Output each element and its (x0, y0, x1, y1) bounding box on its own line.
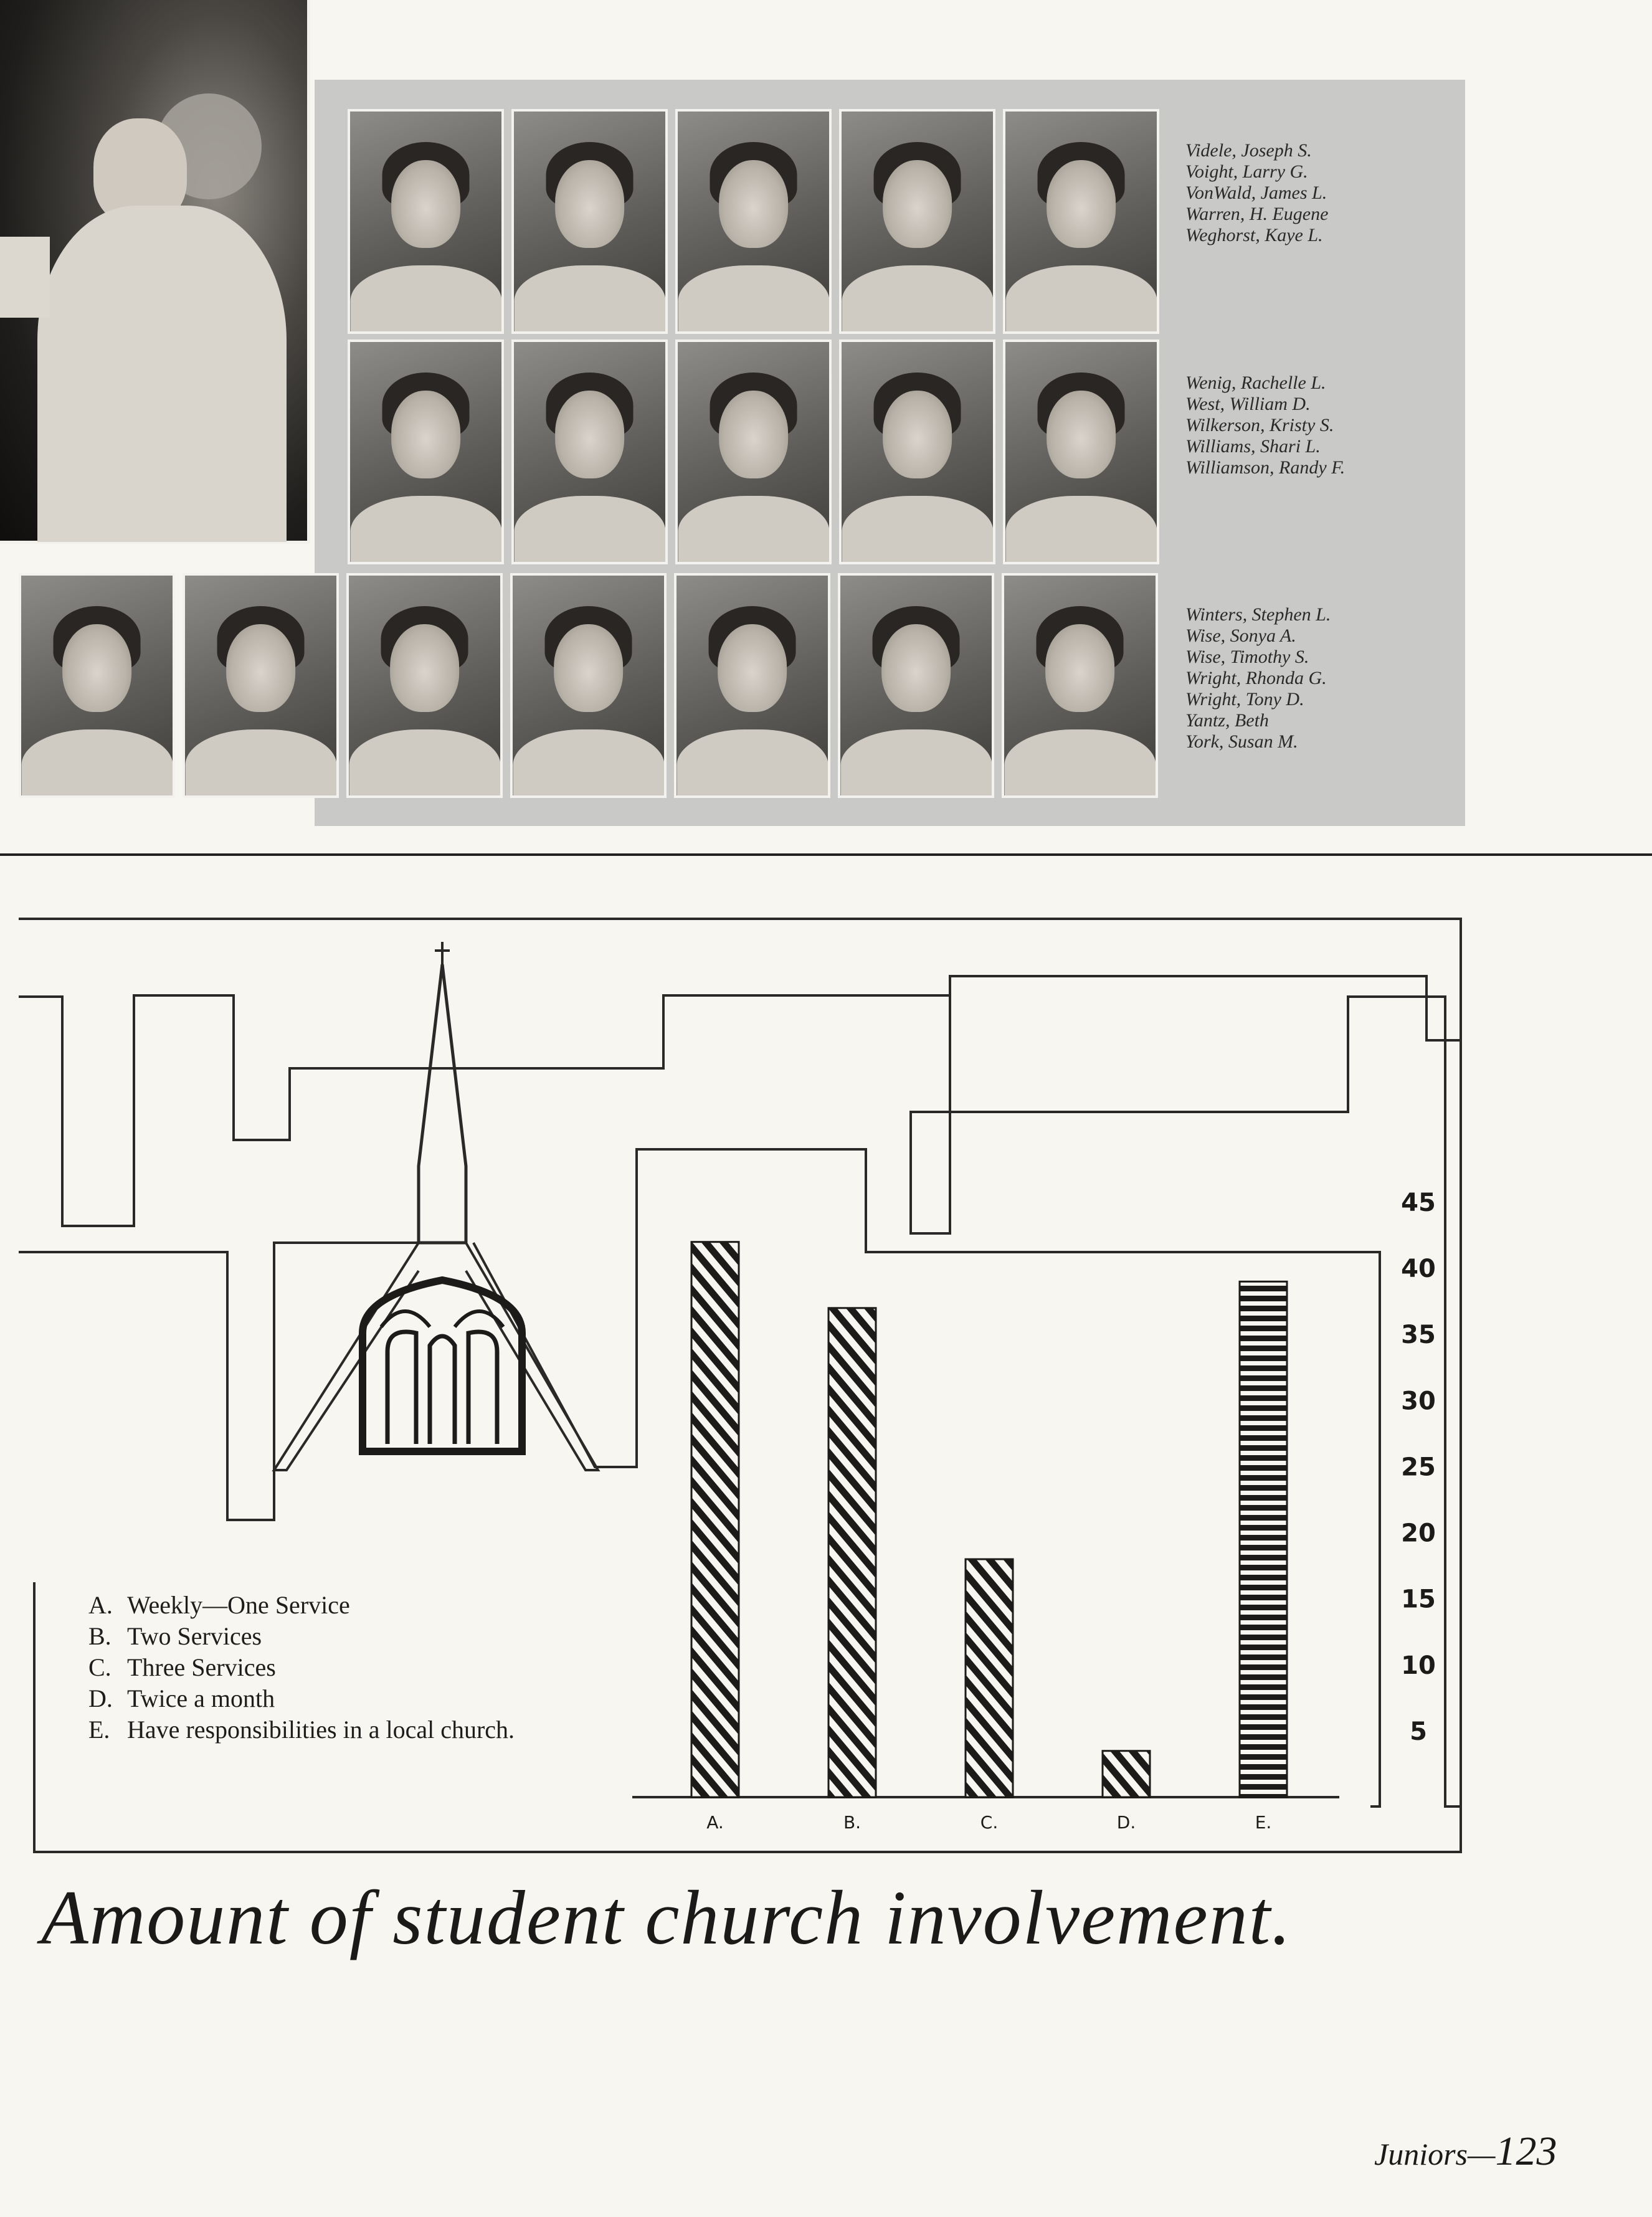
legend-item-e (88, 1714, 515, 1745)
legend-text: Have responsibilities in a local church. (127, 1716, 515, 1744)
church-icon (274, 942, 598, 1470)
y-tick-label: 10 (1401, 1651, 1436, 1680)
name-entry: VonWald, James L. (1185, 183, 1327, 203)
legend-item-a (88, 1590, 515, 1621)
portrait-wright-rhonda (510, 573, 667, 798)
legend-key: D. (88, 1684, 113, 1712)
x-tick-label: A. (706, 1812, 724, 1833)
page-number: 123 (1495, 2129, 1557, 2174)
legend-key: A. (88, 1591, 113, 1619)
legend-key: C. (88, 1653, 112, 1681)
section-divider (0, 853, 1652, 856)
y-tick-label: 20 (1401, 1519, 1436, 1548)
portrait-williams-shari (839, 339, 995, 564)
portrait-vonwald-james (675, 109, 832, 334)
y-tick-label: 15 (1401, 1585, 1436, 1614)
legend-item-d (88, 1683, 515, 1714)
skyline-back (19, 976, 1461, 1226)
portrait-warren-h-eugene (839, 109, 995, 334)
portrait-wilkerson-kristy (675, 339, 832, 564)
footer-section-label: Juniors— (1374, 2137, 1496, 2172)
name-entry: Wise, Sonya A. (1185, 625, 1296, 646)
y-tick-label: 40 (1401, 1255, 1436, 1284)
name-entry: Wilkerson, Kristy S. (1185, 415, 1334, 435)
legend-item-b (88, 1621, 515, 1652)
legend-text: Three Services (127, 1653, 276, 1681)
name-entry: Wenig, Rachelle L. (1185, 373, 1326, 393)
portrait-wise-sonya (183, 573, 339, 798)
bar-e (1240, 1281, 1287, 1797)
portrait-videle-joseph (348, 109, 504, 334)
name-entry: Williamson, Randy F. (1185, 457, 1346, 478)
legend-text: Two Services (127, 1622, 262, 1650)
portrait-yantz-beth (838, 573, 994, 798)
name-entry: Williams, Shari L. (1185, 436, 1321, 457)
portrait-williamson-randy (1003, 339, 1159, 564)
bars-group (691, 1242, 1287, 1797)
y-tick-label: 45 (1401, 1189, 1436, 1217)
name-entry: York, Susan M. (1185, 731, 1298, 752)
x-tick-label: C. (980, 1812, 999, 1833)
portrait-wenig-rachelle (348, 339, 504, 564)
name-entry: Wise, Timothy S. (1185, 647, 1309, 667)
bar-c (966, 1559, 1013, 1797)
legend-text: Weekly—One Service (127, 1591, 350, 1619)
name-entry: Winters, Stephen L. (1185, 604, 1331, 625)
legend-key: B. (88, 1622, 112, 1650)
portrait-west-william (511, 339, 668, 564)
candid-photo-student-reading (0, 0, 310, 544)
y-axis-labels (1401, 1189, 1436, 1746)
student-shirt (37, 206, 287, 542)
name-entry: Wright, Rhonda G. (1185, 668, 1327, 688)
legend-text: Twice a month (127, 1684, 275, 1712)
portrait-weghorst-kaye (1003, 109, 1159, 334)
x-axis-labels (706, 1812, 1271, 1833)
y-tick-label: 25 (1401, 1453, 1436, 1482)
chart-legend (88, 1590, 515, 1745)
legend-key: E. (88, 1716, 110, 1744)
x-tick-label: B. (843, 1812, 862, 1833)
name-entry: Videle, Joseph S. (1185, 140, 1312, 161)
page-footer (1374, 2128, 1557, 2175)
y-tick-label: 5 (1410, 1717, 1427, 1746)
book (0, 237, 50, 318)
portrait-wise-timothy (346, 573, 503, 798)
portrait-wright-tony (674, 573, 830, 798)
x-tick-label: D. (1116, 1812, 1136, 1833)
legend-item-c (88, 1652, 515, 1683)
portrait-voight-larry (511, 109, 668, 334)
bar-b (828, 1308, 876, 1797)
portrait-winters-stephen (19, 573, 175, 798)
name-entry: Warren, H. Eugene (1185, 204, 1329, 224)
name-entry: Wright, Tony D. (1185, 689, 1304, 710)
name-entry: Voight, Larry G. (1185, 161, 1308, 182)
name-list-row-1 (1185, 140, 1328, 246)
x-tick-label: E. (1255, 1812, 1272, 1833)
y-tick-label: 30 (1401, 1387, 1436, 1416)
name-list-row-2 (1185, 373, 1345, 478)
name-entry: West, William D. (1185, 394, 1311, 414)
bar-a (691, 1242, 739, 1797)
portrait-york-susan (1002, 573, 1158, 798)
name-list-row-3 (1185, 604, 1331, 752)
bar-d (1103, 1751, 1150, 1797)
name-entry: Weghorst, Kaye L. (1185, 225, 1323, 245)
name-entry: Yantz, Beth (1185, 710, 1269, 731)
chart-headline: Amount of student church involvement. (41, 1875, 1293, 1960)
y-tick-label: 35 (1401, 1321, 1436, 1350)
